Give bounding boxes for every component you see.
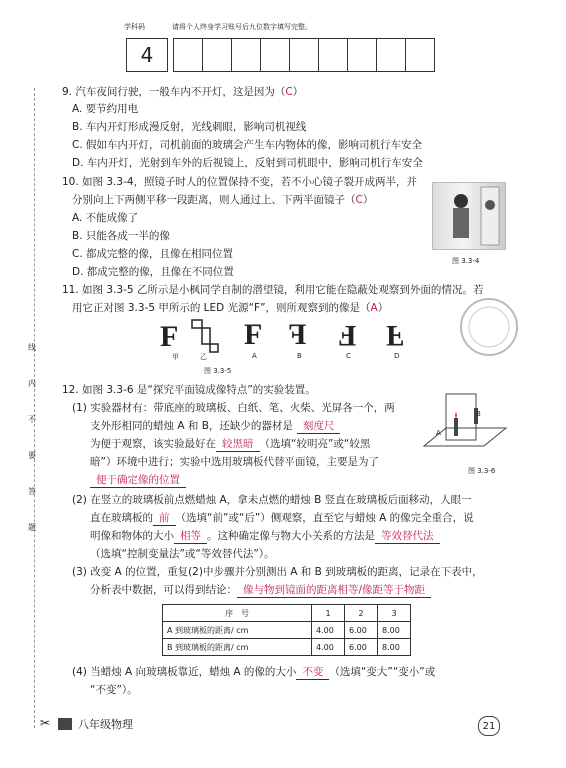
digit-box[interactable] [376,38,406,72]
q10-option: C. 都成完整的像，且像在相同位置 [72,248,234,260]
table-cell: 8.00 [378,622,411,639]
digit-box[interactable] [231,38,261,72]
mirror-photo [432,182,506,250]
fig-label: A [252,352,257,360]
footer-marker [58,718,72,730]
margin-char: 答 [28,487,36,496]
table-cell: A 到玻璃板的距离/ cm [163,622,312,639]
fig-label: 甲 [172,353,179,361]
stamp-watermark-icon [458,296,520,358]
fig-3-3-4-caption: 图 3.3-4 [452,257,480,265]
q10-line2: 分别向上下两侧平移一段距离，则人通过上、下两半面镜子（C） [72,194,374,206]
option-b-image: F [288,318,307,351]
margin-char: 要 [28,451,36,460]
q12-p2-answer1: 前 [153,512,176,526]
header-label: 学科码 [124,23,145,31]
option-c-image: F [338,319,357,352]
fig-label: 乙 [200,353,207,361]
q12-p1-answer3: 便于确定像的位置 [90,474,186,488]
option-a-image: F [244,318,263,351]
scissors-icon: ✂ [40,716,51,730]
table-row [163,622,411,639]
fig-label: B [297,352,302,360]
margin-notice [28,330,40,546]
q12-p2-line3: 明像和物体的大小 相等 。这种确定像与物大小关系的方法是 等效替代法 [90,530,440,544]
q12-p1-answer2: 较黑暗 [216,438,260,452]
q12-p2-answer3: 等效替代法 [375,530,440,544]
q12-p4-answer: 不变 [296,666,329,680]
digit-box[interactable] [260,38,290,72]
q12-p1-line1: (1) 实验器材有：带底座的玻璃板、白纸、笔、火柴、光屏各一个，两 [72,402,395,414]
q9-answer: C [285,86,293,98]
q12-p2-line4: （选填“控制变量法”或“等效替代法”）。 [90,548,275,560]
fig-label: C [346,352,351,360]
q12-p4-line2: “不变”）。 [90,684,138,696]
table-header-cell: 1 [312,605,345,622]
table-header-row [163,605,411,622]
digit-box[interactable] [347,38,377,72]
data-table [162,604,411,656]
q12-p1-line5 [90,474,186,488]
q12-p2-line1: (2) 在竖立的玻璃板前点燃蜡烛 A，拿未点燃的蜡烛 B 竖直在玻璃板后面移动，人眼一 [72,494,472,506]
q9-option: B. 车内开灯形成漫反射，光线刺眼，影响司机视线 [72,121,307,133]
q11-line1: 11. 如图 3.3-5 乙所示是小枫同学自制的潜望镜，利用它能在隐蔽处观察到外面的情况。若 [62,284,484,296]
table-cell: B 到玻璃板的距离/ cm [163,639,312,656]
q12-p1-line4: 暗”）环境中进行；实验中选用玻璃板代替平面镜，主要是为了 [90,456,379,468]
fig-3-3-6-caption: 图 3.3-6 [468,467,496,475]
table-header-cell: 序 号 [163,605,312,622]
q12-p3-answer: 像与物到镜面的距离相等/像距等于物距 [237,584,431,598]
periscope-icon [188,318,224,354]
subject-code: 4 [140,43,154,67]
q11-answer: A [370,302,378,314]
fig-label: A [436,429,441,437]
table-cell: 6.00 [345,622,378,639]
q12-p1-line3: 为便于观察，该实验最好在 较黑暗 （选填“较明亮”或“较黑 [90,438,371,450]
q12-p1-line2: 支外形相同的蜡烛 A 和 B，还缺少的器材是 刻度尺 [90,420,340,434]
q9-option: C. 假如车内开灯，司机前面的玻璃会产生车内物体的像，影响司机行车安全 [72,139,423,151]
q12-p3-line1: (3) 改变 A 的位置，重复(2)中步骤并分别测出 A 和 B 到玻璃板的距离，记录在下表中， [72,566,483,578]
table-header-cell: 3 [378,605,411,622]
margin-char: 不 [28,415,36,424]
margin-char: 线 [28,343,36,352]
margin-char: 内 [28,379,36,388]
fig-label: B [476,410,481,418]
q10-answer: C [355,194,363,206]
digit-box[interactable] [405,38,435,72]
digit-box[interactable] [202,38,232,72]
table-row [163,639,411,656]
footer-subject: 八年级物理 [78,718,133,731]
q12-p3-line2: 分析表中数据，可以得到结论： 像与物到镜面的距离相等/像距等于物距 [90,584,431,598]
q9-stem: 9. 汽车夜间行驶，一般车内不开灯，这是因为（C） [62,86,304,98]
q12-p2-answer2: 相等 [174,530,207,544]
q12-p4-line1: (4) 当蜡烛 A 向玻璃板靠近，蜡烛 A 的像的大小 不变 （选填“变大”“变小”或 [72,666,436,678]
q10-option: D. 都成完整的像，且像在不同位置 [72,266,234,278]
q12-p2-line2: 直在玻璃板的 前 （选填“前”或“后”）侧观察，直至它与蜡烛 A 的像完全重合，说 [90,512,474,524]
q12-stem: 12. 如图 3.3-6 是“探究平面镜成像特点”的实验装置。 [62,384,316,396]
q12-p1-answer1: 刻度尺 [297,420,341,434]
q10-option: B. 只能各成一半的像 [72,230,170,242]
option-d-image: F [386,319,405,352]
table-header-cell: 2 [345,605,378,622]
header-instruction: 请将个人终身学习账号后九位数字填写完整。 [172,23,312,31]
table-cell: 8.00 [378,639,411,656]
digit-box[interactable] [318,38,348,72]
q10-line1: 10. 如图 3.3-4，照镜子时人的位置保持不变，若不小心镜子裂开成两半，并 [62,176,418,188]
led-f-source: F [160,320,179,353]
digit-box[interactable] [289,38,319,72]
margin-char: 题 [28,523,36,532]
table-cell: 4.00 [312,639,345,656]
digit-box[interactable] [173,38,203,72]
fig-label: D [394,352,400,360]
q9-option: D. 车内开灯，光射到车外的后视镜上，反射到司机眼中，影响司机行车安全 [72,157,423,169]
table-cell: 4.00 [312,622,345,639]
page-number: 21 [478,716,500,736]
account-number-grid [174,38,435,72]
fig-3-3-5-caption: 图 3.3-5 [204,367,232,375]
table-cell: 6.00 [345,639,378,656]
subject-code-box [126,38,168,72]
q10-option: A. 不能成像了 [72,212,139,224]
q11-line2: 用它正对图 3.3-5 甲所示的 LED 光源“F”，则所观察到的像是（A） [72,302,389,314]
experiment-setup-figure [414,388,514,458]
person-figure-icon [433,183,505,249]
q9-option: A. 要节约用电 [72,103,139,115]
